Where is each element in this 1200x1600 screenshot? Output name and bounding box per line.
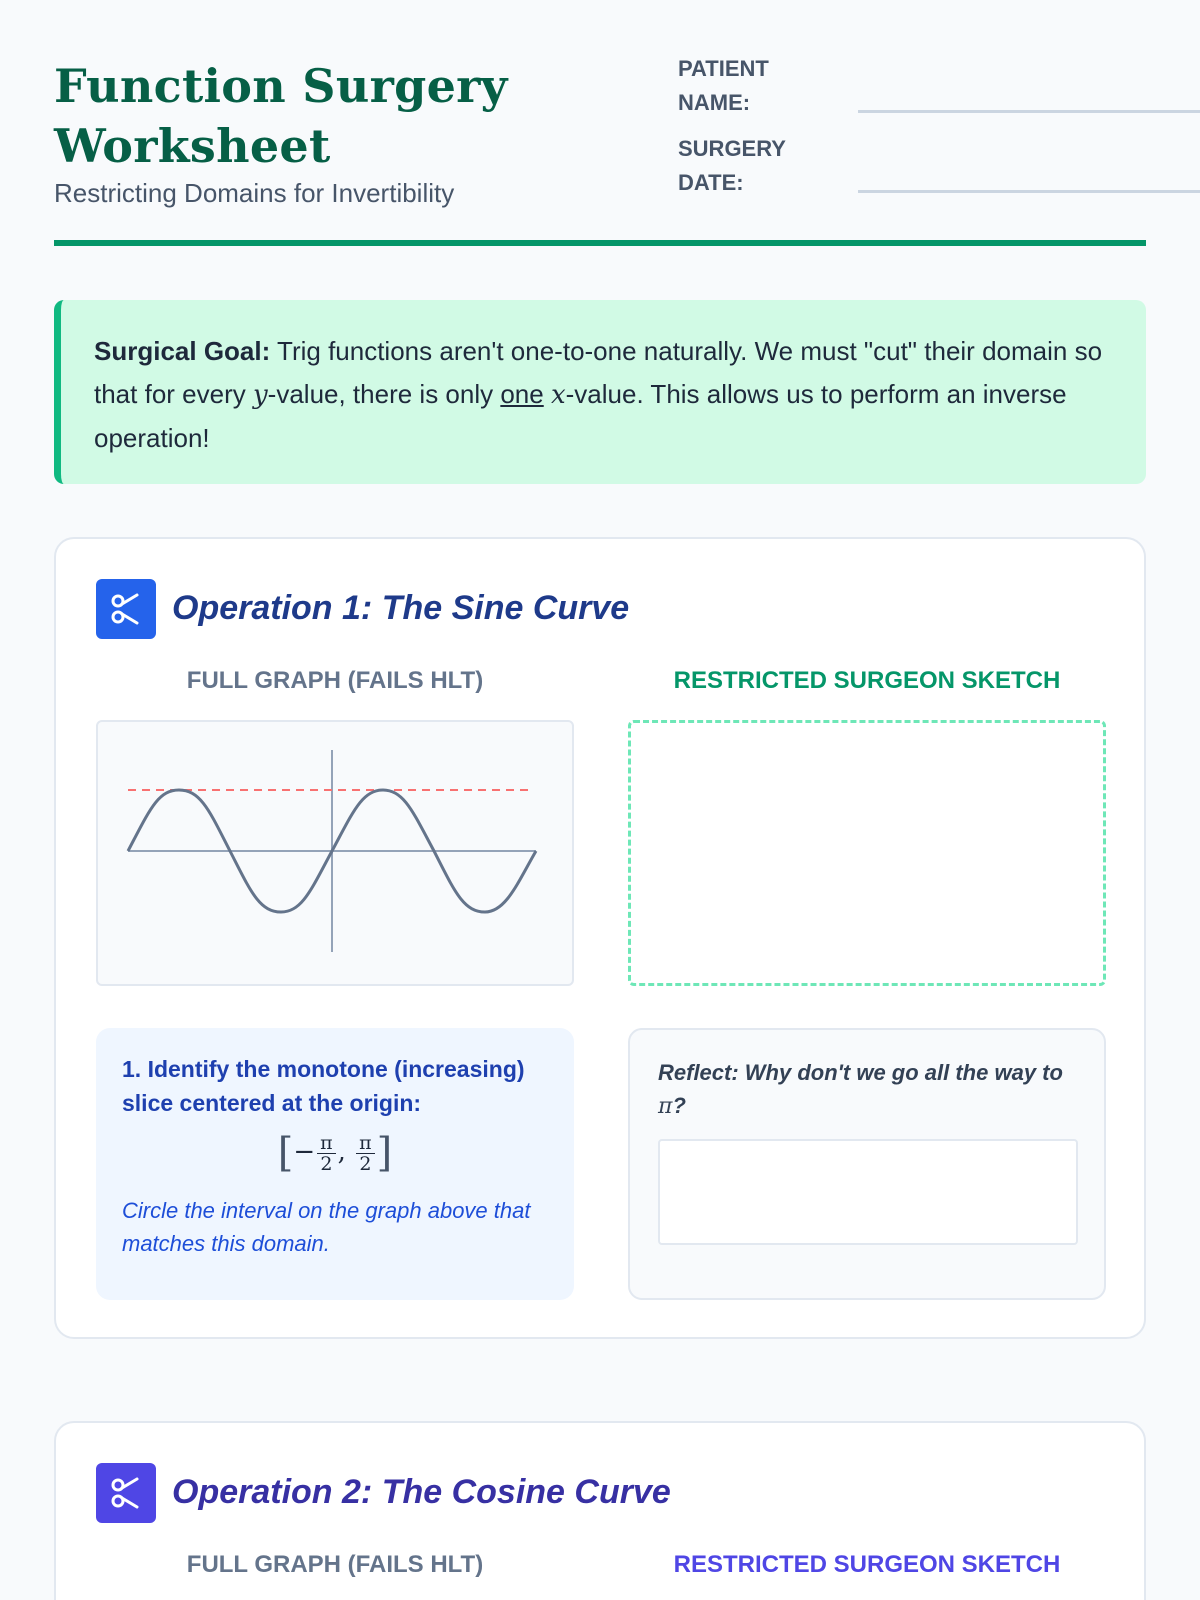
scissors-icon: [96, 579, 156, 639]
formula-fraction-right: [356, 1133, 375, 1174]
page-subtitle: Restricting Domains for Invertibility: [54, 178, 455, 208]
header-divider: [54, 240, 1146, 246]
domain-interval: [122, 1130, 548, 1184]
formula-den-right: 2: [359, 1152, 372, 1175]
sine-graph-svg: [98, 722, 572, 984]
formula-fraction-left: [317, 1133, 336, 1174]
formula-close-bracket: ]: [376, 1130, 393, 1176]
sine-full-graph: [96, 720, 574, 986]
page-title: Function Surgery Worksheet: [54, 59, 508, 173]
formula-num-left: π: [317, 1133, 336, 1154]
restricted-sketch-area[interactable]: [628, 720, 1106, 986]
goal-label: Surgical Goal:: [94, 336, 271, 366]
goal-emphasis-one: one: [500, 379, 544, 409]
step-1-box: [96, 1028, 574, 1300]
reflect-pi: π: [658, 1094, 673, 1119]
step-1-instruction: 1. Identify the monotone (increasing) slice centered at the origin:: [122, 1056, 525, 1116]
patient-name-field[interactable]: [678, 52, 1200, 124]
goal-var-x: x: [550, 380, 566, 410]
surgery-date-line[interactable]: [858, 190, 1200, 193]
full-graph-label-2: FULL GRAPH (FAILS HLT): [186, 1551, 484, 1578]
patient-name-line[interactable]: [858, 110, 1200, 113]
surgery-date-field[interactable]: [678, 132, 1200, 204]
reflect-box: [628, 1028, 1106, 1300]
operation-1-title: Operation 1: The Sine Curve: [172, 589, 630, 627]
formula-minus: −: [293, 1137, 316, 1167]
goal-var-y: y: [252, 380, 268, 410]
worksheet-header: [54, 0, 1146, 248]
sketch-label-2: RESTRICTED SURGEON SKETCH: [673, 1551, 1061, 1578]
goal-text-3: [544, 379, 551, 409]
operation-2-title: Operation 2: The Cosine Curve: [172, 1473, 671, 1511]
goal-text-2: -value, there is only: [267, 379, 501, 409]
patient-name-label: PATIENT NAME:: [678, 56, 769, 115]
scissors-icon: [96, 1463, 156, 1523]
goal-text-4: -value. This allows us to perform an inverse operation!: [94, 379, 1067, 453]
formula-comma: ,: [337, 1137, 346, 1167]
formula-open-bracket: [: [277, 1130, 294, 1176]
step-1-hint: Circle the interval on the graph above that matches this domain.: [122, 1198, 531, 1256]
reflect-answer-input[interactable]: [658, 1139, 1078, 1245]
reflect-prefix: Reflect: Why don't we go all the way to: [658, 1060, 1063, 1085]
reflect-suffix: ?: [672, 1093, 686, 1118]
surgery-date-label: SURGERY DATE:: [678, 136, 786, 195]
surgical-goal-callout: [54, 300, 1146, 484]
formula-num-right: π: [356, 1133, 375, 1154]
operation-1-card: [54, 537, 1146, 1339]
operation-2-card: [54, 1421, 1146, 1600]
formula-den-left: 2: [320, 1152, 333, 1175]
sketch-label: RESTRICTED SURGEON SKETCH: [673, 667, 1061, 694]
reflect-question: [658, 1056, 1078, 1123]
full-graph-label: FULL GRAPH (FAILS HLT): [186, 667, 484, 694]
goal-text-1: Trig functions aren't one-to-one naturally. We must "cut" their domain so that for every: [94, 336, 1103, 409]
